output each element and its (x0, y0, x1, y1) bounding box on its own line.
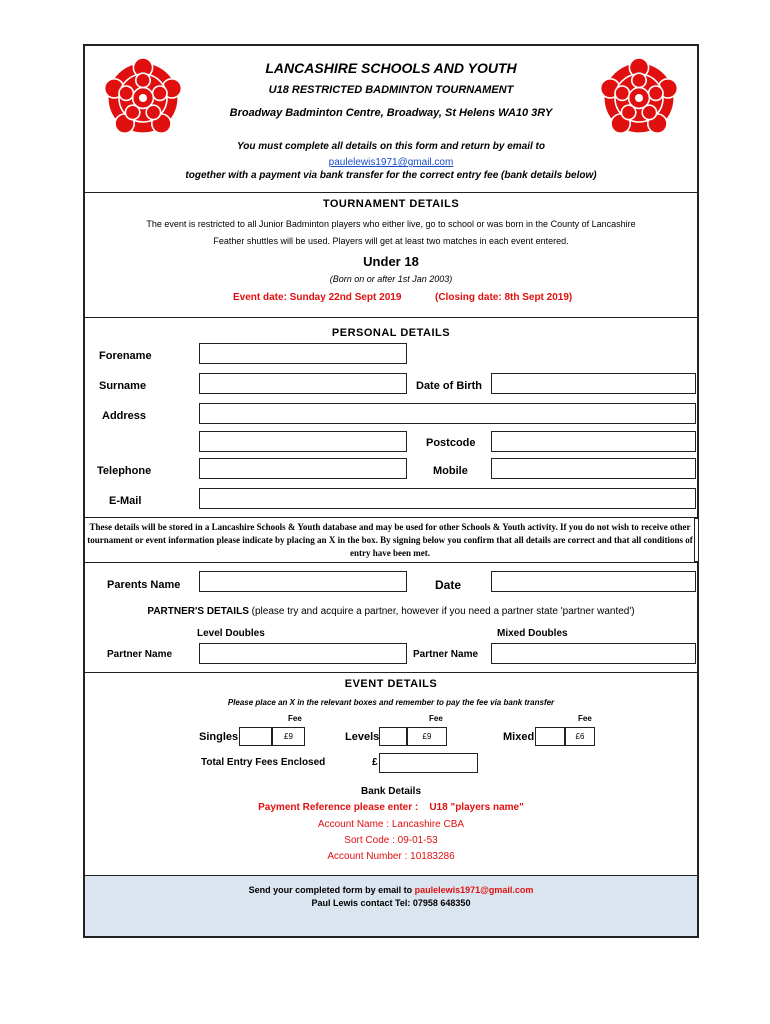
dob-label: Date of Birth (416, 380, 482, 392)
mixed-doubles-label: Mixed Doubles (497, 628, 568, 639)
payment-note: together with a payment via bank transfer for the correct entry fee (bank details below) (185, 170, 597, 181)
entry-form (83, 44, 699, 938)
level-partner-field[interactable] (199, 643, 407, 664)
footer-send-line (85, 885, 697, 895)
payment-reference: Payment Reference please enter : U18 "players name" (258, 802, 524, 813)
levels-checkbox[interactable] (379, 727, 407, 746)
tournament-heading: TOURNAMENT DETAILS (322, 198, 460, 210)
parents-name-label: Parents Name (107, 579, 181, 591)
email-label: E-Mail (109, 495, 142, 507)
account-name: Account Name : Lancashire CBA (317, 819, 465, 830)
bank-heading: Bank Details (360, 786, 422, 797)
divider (85, 517, 697, 518)
venue: Broadway Badminton Centre, Broadway, St Helens WA10 3RY (229, 107, 553, 119)
forename-label: Forename (99, 350, 152, 362)
privacy-notice: These details will be stored in a Lancashire Schools & Youth database and may be used for other Schools & Youth activity. If you do not wish to receive other tournament or event information please indicate by placing an X in the box. By signing below you confirm that all details are correct and that all conditions of entry have been met. (87, 522, 693, 558)
personal-heading: PERSONAL DETAILS (331, 327, 451, 339)
footer-email-link[interactable]: paulelewis1971@gmail.com (414, 885, 534, 895)
event-heading: EVENT DETAILS (344, 678, 438, 690)
account-number: Account Number : 10183286 (327, 851, 455, 862)
date-label: Date (435, 578, 462, 592)
partner-name-label-level: Partner Name (107, 649, 173, 660)
eligibility-text: The event is restricted to all Junior Badminton players who either live, go to school or was born in the County of Lancashire (146, 219, 636, 229)
total-fees-field[interactable] (379, 753, 478, 773)
surname-label: Surname (99, 380, 147, 392)
surname-field[interactable] (199, 373, 407, 394)
mixed-label: Mixed (503, 731, 535, 743)
closing-date: (Closing date: 8th Sept 2019) (435, 292, 573, 303)
partner-header (85, 606, 697, 617)
date-field[interactable] (491, 571, 696, 592)
age-group: Under 18 (363, 254, 419, 269)
address-line1-field[interactable] (199, 403, 696, 424)
forename-field[interactable] (199, 343, 407, 364)
mobile-label: Mobile (433, 465, 468, 477)
partner-name-label-mixed: Partner Name (413, 649, 479, 660)
total-fees-label: Total Entry Fees Enclosed (201, 757, 326, 768)
singles-checkbox[interactable] (239, 727, 272, 746)
address-line2-field[interactable] (199, 431, 407, 452)
postcode-label: Postcode (426, 437, 476, 449)
mixed-fee: £6 (565, 727, 595, 746)
mobile-field[interactable] (491, 458, 696, 479)
telephone-label: Telephone (97, 465, 152, 477)
dob-field[interactable] (491, 373, 696, 394)
return-instruction: You must complete all details on this form and return by email to (236, 141, 545, 152)
parents-name-field[interactable] (199, 571, 407, 592)
divider (85, 317, 697, 318)
divider (85, 192, 697, 193)
form-title: LANCASHIRE SCHOOLS AND YOUTH (265, 60, 517, 76)
postcode-field[interactable] (491, 431, 696, 452)
footer-send-text: Send your completed form by email to (248, 885, 415, 895)
address-label: Address (102, 410, 147, 422)
mixed-checkbox[interactable] (535, 727, 565, 746)
levels-fee-label: Fee (429, 714, 443, 723)
partner-note: (please try and acquire a partner, however if you need a partner state 'partner wanted') (251, 606, 635, 617)
opt-out-checkbox[interactable] (694, 518, 699, 562)
singles-label: Singles (199, 731, 239, 743)
singles-fee-label: Fee (288, 714, 302, 723)
form-subtitle: U18 RESTRICTED BADMINTON TOURNAMENT (268, 84, 514, 96)
return-email-link[interactable]: paulelewis1971@gmail.com (328, 157, 454, 168)
partner-heading: PARTNER'S DETAILS (147, 606, 249, 617)
footer (85, 875, 697, 936)
shuttle-text: Feather shuttles will be used. Players will get at least two matches in each event entered. (213, 236, 569, 246)
footer-contact: Paul Lewis contact Tel: 07958 648350 (311, 898, 471, 908)
singles-fee: £9 (272, 727, 305, 746)
levels-fee: £9 (407, 727, 447, 746)
telephone-field[interactable] (199, 458, 407, 479)
born-note: (Born on or after 1st Jan 2003) (329, 274, 453, 284)
divider (85, 672, 697, 673)
sort-code: Sort Code : 09-01-53 (344, 835, 438, 846)
mixed-partner-field[interactable] (491, 643, 696, 664)
email-field[interactable] (199, 488, 696, 509)
event-instruction: Please place an X in the relevant boxes and remember to pay the fee via bank transfer (227, 698, 555, 707)
levels-label: Levels (345, 731, 380, 743)
divider (85, 562, 697, 563)
currency-symbol: £ (372, 757, 378, 768)
level-doubles-label: Level Doubles (197, 628, 265, 639)
mixed-fee-label: Fee (578, 714, 592, 723)
event-date: Event date: Sunday 22nd Sept 2019 (233, 292, 402, 303)
